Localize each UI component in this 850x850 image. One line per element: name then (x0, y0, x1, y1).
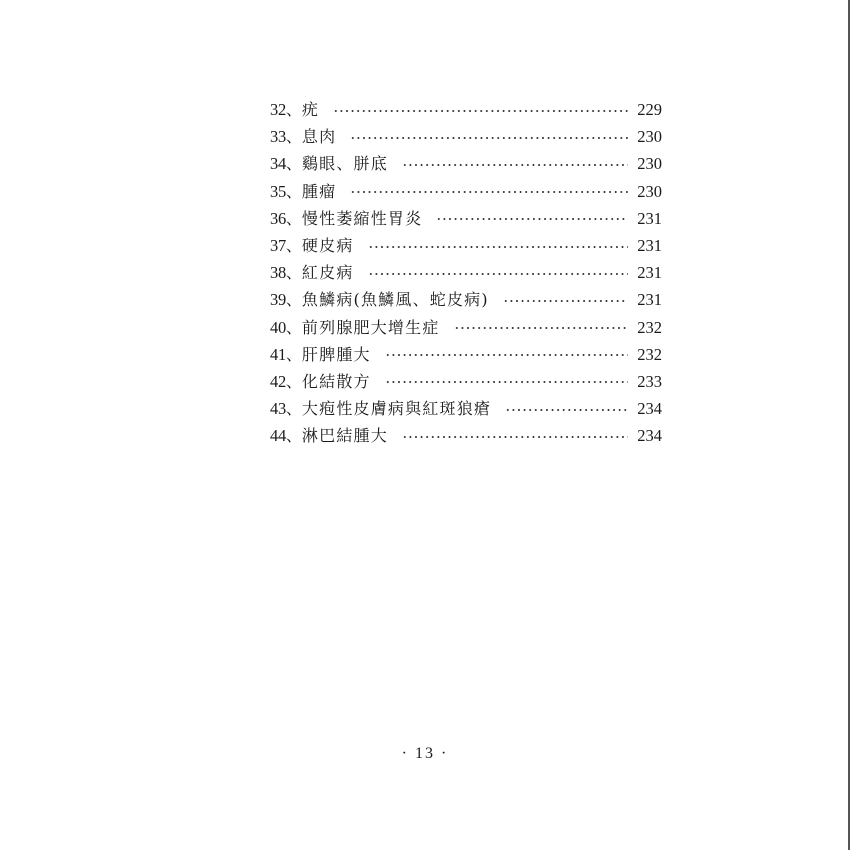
toc-entry (270, 150, 662, 177)
toc-dot-leader (333, 110, 628, 112)
toc-entry-page: 233 (637, 371, 662, 391)
toc-entry (270, 395, 662, 422)
toc-entry-separator: 、 (285, 127, 302, 147)
toc-entry-title: 息肉 (301, 127, 337, 147)
toc-entry (270, 341, 662, 368)
toc-dot-leader (368, 273, 628, 275)
toc-entry-separator: 、 (285, 426, 302, 446)
toc-dot-leader (402, 436, 628, 438)
toc-entry-title: 腫瘤 (301, 181, 337, 201)
toc-entry (270, 178, 662, 205)
toc-entry-number: 35 (270, 181, 286, 201)
toc-entry-number: 36 (270, 208, 286, 228)
toc-entry (270, 422, 662, 449)
toc-entry (270, 96, 662, 123)
toc-entry-title: 大疱性皮膚病與紅斑狼瘡 (301, 399, 492, 419)
toc-entry-title: 化結散方 (301, 371, 371, 391)
toc-entry-number: 39 (270, 290, 286, 310)
toc-entry-page: 234 (637, 399, 662, 419)
toc-entry-number: 40 (270, 317, 286, 337)
toc-entry-number: 33 (270, 127, 286, 147)
toc-entry-title: 前列腺肥大增生症 (301, 317, 440, 337)
toc-entry-number: 42 (270, 371, 286, 391)
toc-dot-leader (402, 164, 628, 166)
toc-entry-number: 32 (270, 100, 286, 120)
toc-dot-leader (503, 300, 628, 302)
toc-entry-number: 37 (270, 236, 286, 256)
toc-entry-separator: 、 (285, 344, 302, 364)
table-of-contents (270, 96, 662, 449)
toc-entry-page: 230 (637, 154, 662, 174)
toc-entry-page: 231 (637, 208, 662, 228)
toc-entry-separator: 、 (285, 208, 302, 228)
toc-entry-title: 紅皮病 (301, 263, 354, 283)
toc-entry-separator: 、 (285, 371, 302, 391)
toc-entry (270, 232, 662, 259)
toc-entry-page: 231 (637, 290, 662, 310)
page-number: · 13 · (401, 745, 449, 762)
toc-dot-leader (385, 381, 628, 383)
toc-entry-separator: 、 (285, 317, 302, 337)
toc-entry-number: 34 (270, 154, 286, 174)
toc-entry-title: 鷄眼、胼底 (301, 154, 388, 174)
toc-entry-title: 肝脾腫大 (301, 344, 371, 364)
toc-entry-separator: 、 (285, 100, 302, 120)
toc-entry-page: 230 (637, 181, 662, 201)
toc-entry-title: 疣 (301, 100, 320, 120)
toc-entry-separator: 、 (285, 263, 302, 283)
toc-dot-leader (368, 246, 628, 248)
toc-entry-number: 38 (270, 263, 286, 283)
toc-entry (270, 259, 662, 286)
toc-entry-number: 41 (270, 344, 286, 364)
toc-entry-separator: 、 (285, 154, 302, 174)
toc-dot-leader (454, 327, 628, 329)
toc-entry-page: 231 (637, 263, 662, 283)
toc-entry-page: 229 (637, 100, 662, 120)
toc-entry-title: 慢性萎縮性胃炎 (301, 208, 423, 228)
toc-entry-title: 硬皮病 (301, 236, 354, 256)
toc-dot-leader (505, 409, 628, 411)
toc-entry-separator: 、 (285, 290, 302, 310)
toc-entry-number: 44 (270, 426, 286, 446)
toc-dot-leader (385, 354, 628, 356)
toc-entry-number: 43 (270, 399, 286, 419)
toc-entry (270, 123, 662, 150)
toc-dot-leader (436, 218, 628, 220)
toc-entry-title: 魚鱗病(魚鱗風、蛇皮病) (301, 290, 489, 310)
toc-entry-separator: 、 (285, 236, 302, 256)
toc-entry-page: 230 (637, 127, 662, 147)
toc-entry-page: 231 (637, 236, 662, 256)
toc-dot-leader (350, 137, 628, 139)
toc-entry-page: 232 (637, 344, 662, 364)
toc-entry (270, 286, 662, 313)
toc-entry-separator: 、 (285, 181, 302, 201)
toc-entry-page: 234 (637, 426, 662, 446)
toc-entry-separator: 、 (285, 399, 302, 419)
toc-entry-title: 淋巴結腫大 (301, 426, 388, 446)
toc-dot-leader (350, 191, 628, 193)
toc-entry-page: 232 (637, 317, 662, 337)
toc-entry (270, 205, 662, 232)
toc-entry (270, 314, 662, 341)
toc-entry (270, 368, 662, 395)
